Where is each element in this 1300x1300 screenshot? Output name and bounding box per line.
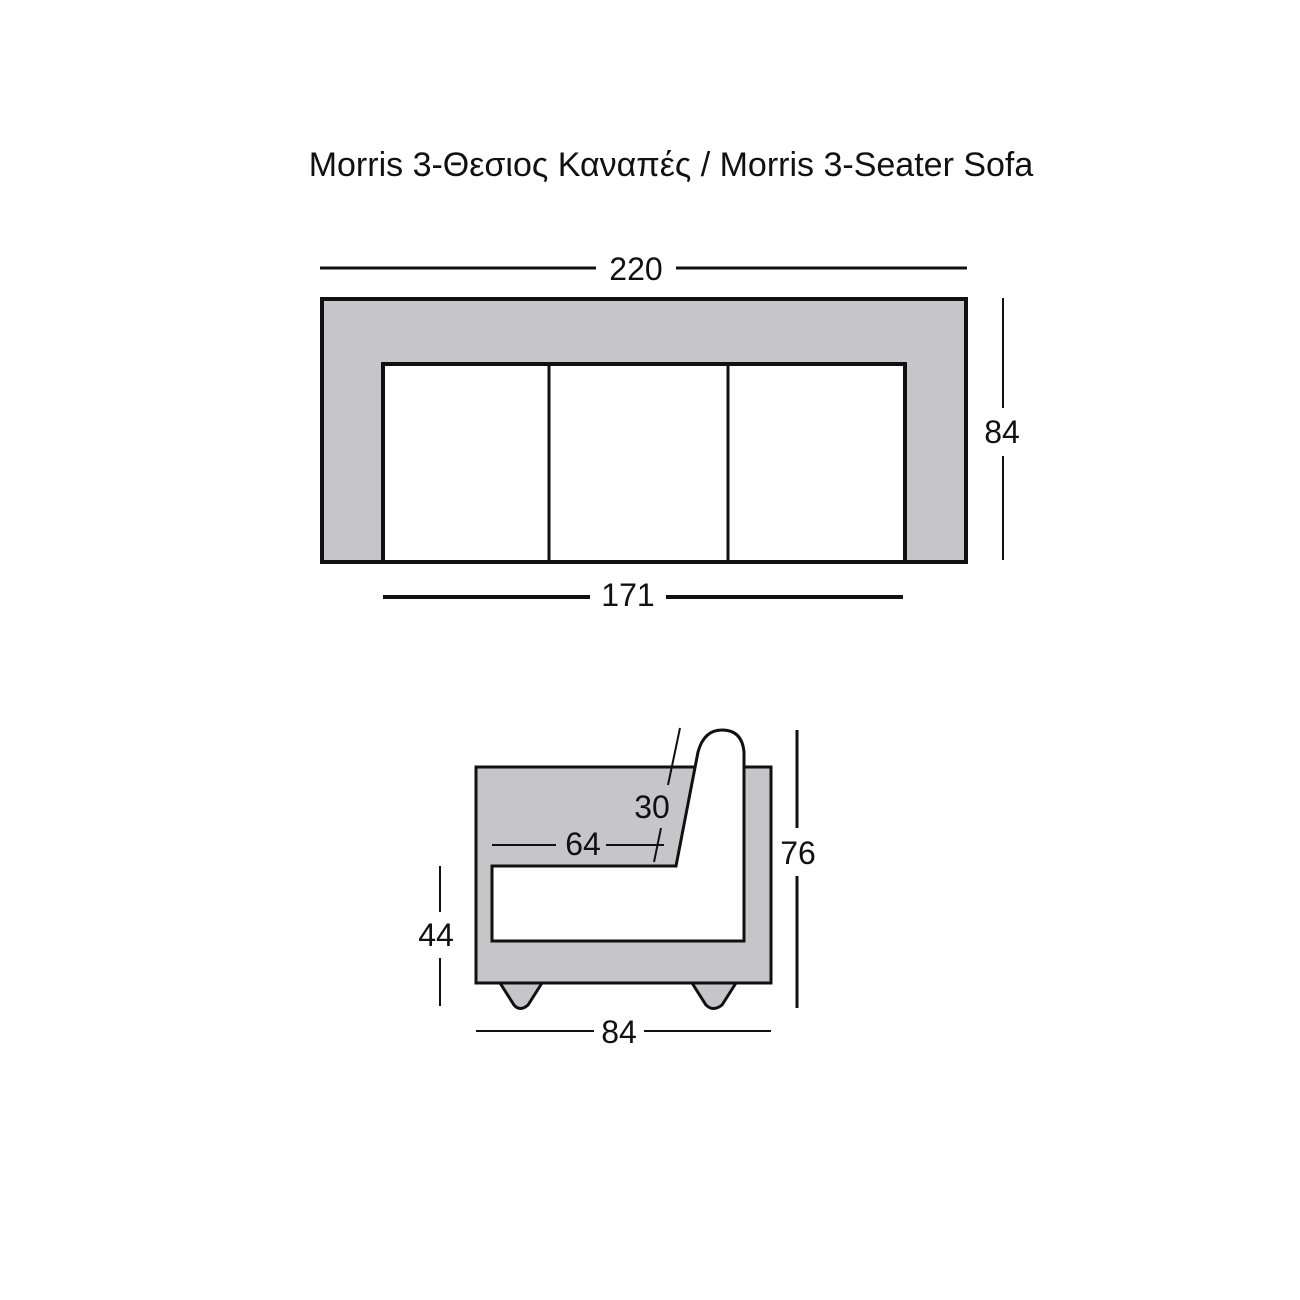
top-view [320,251,1020,613]
seat-depth-label: 64 [565,826,601,862]
side-view [418,728,816,1050]
back-leg [692,983,736,1009]
top-view-seat-area [383,364,905,562]
seat-height-label: 44 [418,917,454,953]
depth-label: 84 [984,414,1020,450]
front-leg [500,983,542,1009]
total-height-label: 76 [780,835,816,871]
backrest-tilt-label: 30 [634,789,670,825]
diagram-title: Morris 3-Θεσιος Καναπές / Morris 3-Seater Sofa [308,146,1034,184]
seat-width-label: 171 [601,577,655,613]
total-width-label: 220 [609,251,663,287]
side-depth-label: 84 [601,1014,637,1050]
